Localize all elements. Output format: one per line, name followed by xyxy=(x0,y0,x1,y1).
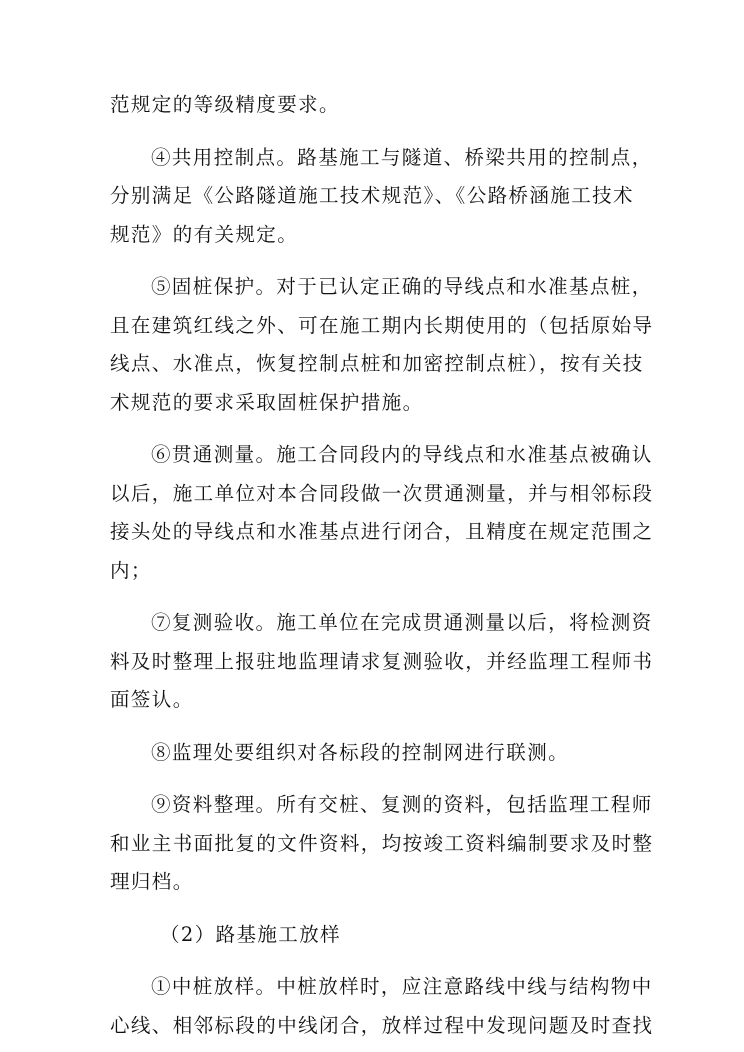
paragraph-line: 以后，施工单位对本合同段做一次贯通测量，并与相邻标段 xyxy=(110,481,654,505)
paragraph-line: 料及时整理上报驻地监理请求复测验收，并经监理工程师书 xyxy=(110,649,654,673)
section-heading: （2）路基施工放样 xyxy=(160,922,342,946)
paragraph-line: 范规定的等级精度要求。 xyxy=(110,93,340,116)
paragraph-line: ⑥贯通测量。施工合同段内的导线点和水准基点被确认 xyxy=(151,443,653,466)
paragraph-line: 接头处的导线点和水准基点进行闭合，且精度在规定范围之 xyxy=(110,520,654,543)
paragraph-line: 规范》的有关规定。 xyxy=(110,222,299,246)
paragraph-line: ①中桩放样。中桩放样时，应注意路线中线与结构物中 xyxy=(151,975,653,998)
paragraph-line: 理归档。 xyxy=(110,870,194,893)
paragraph-line: 心线、相邻标段的中线闭合，放样过程中发现问题及时查找 xyxy=(110,1013,654,1037)
paragraph-line: 术规范的要求采取固桩保护措施。 xyxy=(110,390,424,414)
paragraph-line: ⑤固桩保护。对于已认定正确的导线点和水准基点桩， xyxy=(151,275,653,298)
paragraph-line: ⑨资料整理。所有交桩、复测的资料，包括监理工程师 xyxy=(151,793,653,816)
paragraph-line: ⑧监理处要组织对各标段的控制网进行联测。 xyxy=(151,740,570,764)
document-body xyxy=(110,86,654,1045)
paragraph-line: ⑦复测验收。施工单位在完成贯通测量以后，将检测资 xyxy=(151,611,653,634)
paragraph-line: 面签认。 xyxy=(110,688,194,711)
paragraph-line: 线点、水准点，恢复控制点桩和加密控制点桩），按有关技 xyxy=(110,352,644,375)
paragraph-line: ④共用控制点。路基施工与隧道、桥梁共用的控制点， xyxy=(151,145,653,169)
paragraph-line: 分别满足《公路隧道施工技术规范》、《公路桥涵施工技术 xyxy=(110,184,634,207)
paragraph-line: 且在建筑红线之外、可在施工期内长期使用的（包括原始导 xyxy=(110,313,654,337)
paragraph-line: 和业主书面批复的文件资料，均按竣工资料编制要求及时整 xyxy=(110,831,654,855)
paragraph-line: 内； xyxy=(110,558,152,582)
